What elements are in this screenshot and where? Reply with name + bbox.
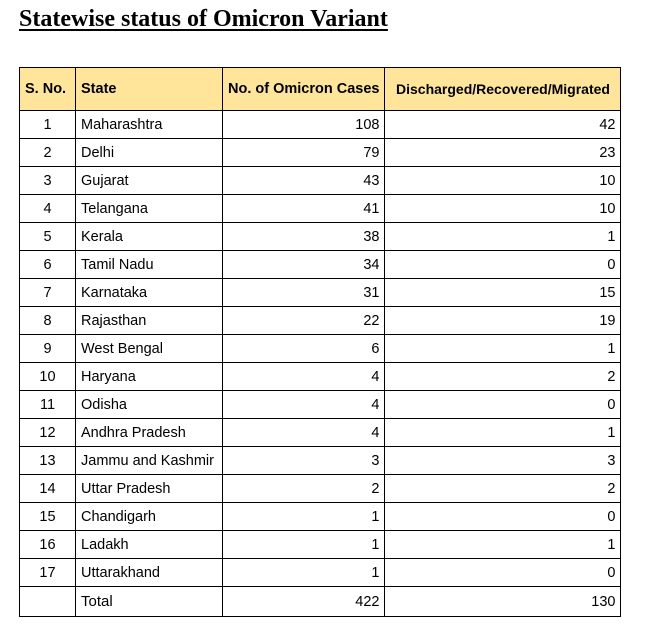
row-state: Andhra Pradesh <box>76 419 223 447</box>
row-cases: 3 <box>223 447 385 475</box>
table-row <box>20 167 621 195</box>
row-cases: 6 <box>223 335 385 363</box>
row-sno: 8 <box>20 307 76 335</box>
row-discharged: 1 <box>385 419 621 447</box>
table-row <box>20 139 621 167</box>
row-state: Karnataka <box>76 279 223 307</box>
table-row <box>20 559 621 587</box>
row-cases: 41 <box>223 195 385 223</box>
table-row <box>20 251 621 279</box>
row-discharged: 3 <box>385 447 621 475</box>
table-row <box>20 531 621 559</box>
row-cases: 22 <box>223 307 385 335</box>
omicron-status-table <box>19 67 621 617</box>
row-sno: 5 <box>20 223 76 251</box>
table-row <box>20 223 621 251</box>
row-sno: 9 <box>20 335 76 363</box>
row-state: Maharashtra <box>76 111 223 139</box>
row-discharged: 42 <box>385 111 621 139</box>
row-sno: 10 <box>20 363 76 391</box>
row-discharged: 0 <box>385 503 621 531</box>
row-state: Telangana <box>76 195 223 223</box>
row-cases: 2 <box>223 475 385 503</box>
row-discharged: 19 <box>385 307 621 335</box>
row-cases: 1 <box>223 531 385 559</box>
row-state: Rajasthan <box>76 307 223 335</box>
row-cases: 4 <box>223 419 385 447</box>
header-state: State <box>76 68 223 111</box>
table-row <box>20 447 621 475</box>
header-cases: No. of Omicron Cases <box>223 68 385 111</box>
row-cases: 31 <box>223 279 385 307</box>
row-sno: 7 <box>20 279 76 307</box>
row-state: Jammu and Kashmir <box>76 447 223 475</box>
row-state: Uttarakhand <box>76 559 223 587</box>
table-row <box>20 419 621 447</box>
row-cases: 38 <box>223 223 385 251</box>
table-row <box>20 307 621 335</box>
row-sno: 4 <box>20 195 76 223</box>
row-sno: 12 <box>20 419 76 447</box>
page-title: Statewise status of Omicron Variant <box>19 6 388 32</box>
table-row <box>20 279 621 307</box>
row-sno: 3 <box>20 167 76 195</box>
row-state: Odisha <box>76 391 223 419</box>
row-discharged: 0 <box>385 251 621 279</box>
table-row <box>20 391 621 419</box>
row-discharged: 23 <box>385 139 621 167</box>
row-state: Ladakh <box>76 531 223 559</box>
table-row <box>20 335 621 363</box>
row-discharged: 10 <box>385 195 621 223</box>
row-state: Uttar Pradesh <box>76 475 223 503</box>
row-discharged: 10 <box>385 167 621 195</box>
row-discharged: 2 <box>385 363 621 391</box>
table-row <box>20 195 621 223</box>
row-cases: 43 <box>223 167 385 195</box>
row-discharged: 15 <box>385 279 621 307</box>
row-discharged: 2 <box>385 475 621 503</box>
row-cases: 1 <box>223 559 385 587</box>
row-state: Kerala <box>76 223 223 251</box>
row-cases: 4 <box>223 391 385 419</box>
header-discharged: Discharged/Recovered/Migrated <box>385 68 621 111</box>
row-discharged: 1 <box>385 335 621 363</box>
row-sno: 14 <box>20 475 76 503</box>
row-sno: 6 <box>20 251 76 279</box>
row-discharged: 1 <box>385 223 621 251</box>
table-row <box>20 111 621 139</box>
row-discharged: 0 <box>385 391 621 419</box>
row-sno: 13 <box>20 447 76 475</box>
row-state: Gujarat <box>76 167 223 195</box>
row-discharged: 1 <box>385 531 621 559</box>
total-label: Total <box>76 587 223 617</box>
total-cases: 422 <box>223 587 385 617</box>
table-row <box>20 503 621 531</box>
row-cases: 4 <box>223 363 385 391</box>
table-row <box>20 475 621 503</box>
row-cases: 1 <box>223 503 385 531</box>
row-sno: 1 <box>20 111 76 139</box>
row-state: West Bengal <box>76 335 223 363</box>
row-state: Haryana <box>76 363 223 391</box>
table-row <box>20 363 621 391</box>
row-state: Chandigarh <box>76 503 223 531</box>
table-header-row <box>20 68 621 111</box>
row-sno: 16 <box>20 531 76 559</box>
total-discharged: 130 <box>385 587 621 617</box>
row-sno: 15 <box>20 503 76 531</box>
total-row <box>20 587 621 617</box>
row-cases: 108 <box>223 111 385 139</box>
header-sno: S. No. <box>20 68 76 111</box>
row-sno: 2 <box>20 139 76 167</box>
total-sno-cell <box>20 587 76 617</box>
row-cases: 34 <box>223 251 385 279</box>
row-sno: 11 <box>20 391 76 419</box>
row-discharged: 0 <box>385 559 621 587</box>
row-cases: 79 <box>223 139 385 167</box>
row-sno: 17 <box>20 559 76 587</box>
row-state: Tamil Nadu <box>76 251 223 279</box>
row-state: Delhi <box>76 139 223 167</box>
